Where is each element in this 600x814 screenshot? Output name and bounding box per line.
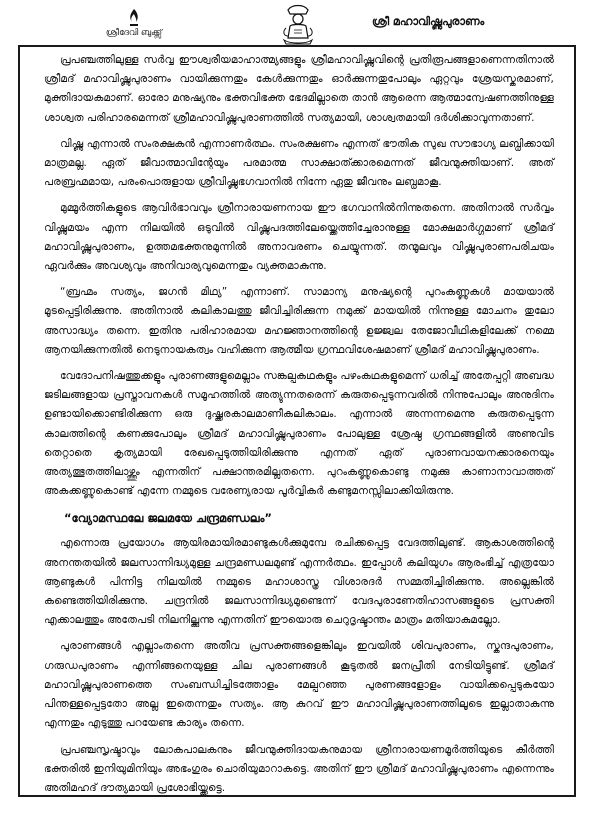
- paragraph-2: വിഷ്ണു എന്നാൽ സംരക്ഷകൻ എന്നാണർത്ഥം. സംരക്ഷണം എന്നത് ഭൗതിക സുഖ സൗഭാഗ്യ ലബ്ധിക്കായി മാത്രമല്ല. ഏത് ജീവാത്മാവിന്റേയും പരമാത്മ സാക്ഷാത്ക്കാരമെന്നത് ജീവന്മുക്തിയാണ്. അത് പരബ്രഹ്മമായ, പരംപൊരുളായ ശ്രീവിഷ്ണുഭഗവാനിൽ നിന്നേ ഏതു ജീവനും ലബ്ധമാകൂ.: [44, 137, 554, 189]
- publisher-logo: [98, 8, 170, 48]
- paragraph-5: വേദോപനിഷത്തുക്കളും പുരാണങ്ങളുമെല്ലാം സങ്കല്പകഥകളും പഴംകഥകളുമെന്ന് ധരിച്ച് അതേപ്പറ്റി അബദ്ധ ജടിലങ്ങളായ പ്രസ്താവനകൾ സമൂഹത്തിൽ അത്യുന്നതരെന്ന് കരുതപ്പെടുന്നവരിൽ നിന്നുപോലും അനുദിനം ഉണ്ടായിക്കൊണ്ടിരിക്കുന്ന ഒരു ദുഷ്ക്കരകാലമാണീകലികാലം. എന്നാൽ അന്നന്നമെന്നു കരുതപ്പെടുന്ന കാലത്തിന്റെ കണക്കുപോലും ശ്രീമദ് മഹാവിഷ്ണുപുരാണം പോലുള്ള ശ്രേഷ്ഠ ഗ്രന്ഥങ്ങളിൽ അണുവിട തെറ്റാതെ കൃത്യമായി രേഖപ്പെടുത്തിയിരിക്കുന്നു എന്നത് ഏത് പുരാണവായനക്കാരനെയും അത്യത്ഭുതത്തിലാഴ്ത്തും എന്നതിന് പക്ഷാന്തരമില്ലതന്നെ. പുറംകണ്ണുകൊണ്ടു നമുക്കു കാണാനാവാത്തത് അകക്കണ്ണുകൊണ്ട് എന്നേ നമ്മുടെ വരേണ്യരായ പൂർവ്വികർ കണ്ടുമനസ്സിലാക്കിയിരുന്നു.: [44, 370, 554, 498]
- page-header: [0, 0, 600, 50]
- deity-emblem-icon: [280, 4, 316, 46]
- text-frame: [18, 45, 576, 797]
- paragraph-8: പ്രപഞ്ചസൃഷ്ടാവും ലോകപാലകനും ജീവന്മുക്തിദായകനുമായ ശ്രീനാരായണമൂർത്തിയുടെ കീർത്തി ഭക്തരിൽ ഇനിയുമിനിയും അഭംഗുരം ചൊരിയുമാറാകട്ടെ. അതിന് ഈ ശ്രീമദ് മഹാവിഷ്ണുപുരാണം എന്നെന്നും അതിമഹദ് ദൗത്യമായി പ്രശോഭിയ്ക്കട്ടെ.: [44, 743, 554, 794]
- vedic-quote: “വ്യോമസ്ഥലേ ജലമയേ ചന്ദ്രമണ്ഡലം”: [64, 511, 272, 526]
- lamp-flame-icon: [127, 8, 141, 28]
- paragraph-1: പ്രപഞ്ചത്തിലുള്ള സർവ്വ ഈശ്വരീയമാഹാത്മ്യങ്ങളും ശ്രീമഹാവിഷ്ണുവിന്റെ പ്രതിരൂപങ്ങളാണെന്നതിനാൽ ശ്രീമദ് മഹാവിഷ്ണുപുരാണം വായിക്കുന്നതും കേൾക്കുന്നതും ഓർക്കുന്നതുപോലും ഏറ്റവും ശ്രേയസ്കരമാണ്, മുക്തിദായകമാണ്. ഓരോ മനുഷ്യനും ഭക്തവിഭക്ത ഭേദമില്ലാതെ താൻ ആരെന്ന ആത്മാന്വേഷണത്തിനുള്ള ശാശ്വത പരിഹാരമെന്നത് ശ്രീമഹാവിഷ്ണുപുരാണത്തിൽ സത്യമായി, ശാശ്വതമായി ദർശിക്കാവുന്നതാണ്.: [44, 54, 554, 124]
- book-title: ശ്രീ മഹാവിഷ്ണുപുരാണം: [372, 15, 485, 28]
- paragraph-4: “ബ്രഹ്മം സത്യം, ജഗൻ മിഥ്യ” എന്നാണ്. സാമാന്യ മനുഷ്യന്റെ പുറംകണ്ണുകൾ മായയാൽ മൂടപ്പെട്ടിരിക്കുന്നു. അതിനാൽ കലികാലത്തു ജീവിച്ചിരിക്കുന്ന നമുക്ക് മായയിൽ നിന്നുള്ള മോചനം തുലോ അസാദ്ധ്യം തന്നെ. ഇതിനു പരിഹാരമായ മഹജ്ഞാനത്തിന്റെ ഉജ്ജ്വല തേജോവീഥികളിലേക്ക് നമ്മെ ആനയിക്കുന്നതിൽ നെടുനായകത്വം വഹിക്കുന്ന ആത്മീയ ഗ്രന്ഥവിശേഷമാണ് ശ്രീമദ് മഹാവിഷ്ണുപുരാണം.: [44, 286, 554, 356]
- paragraph-3: മുമ്മൂർത്തികളുടെ ആവിർഭാവവും ശ്രീനാരായണനായ ഈ ഭഗവാനിൽനിന്നുതന്നെ. അതിനാൽ സർവ്വം വിഷ്ണുമയം എന്ന നിലയിൽ ഒടുവിൽ വിഷ്ണുപദത്തിലേയ്ക്കെത്തിച്ചേരാനുള്ള മോക്ഷമാർഗ്ഗമാണ് ശ്രീമദ് മഹാവിഷ്ണുപുരാണം, ഉത്തമഭക്തനുമുന്നിൽ അനാവരണം ചെയ്യുന്നത്. തന്മൂലവും വിഷ്ണുപുരാണപരിചയം ഏവർക്കും അവശ്യവും അനിവാര്യവുമെന്നതും വ്യക്തമാകുന്നു.: [44, 202, 554, 273]
- paragraph-7: പുരാണങ്ങൾ എല്ലാംതന്നെ അതീവ പ്രസക്തങ്ങളെങ്കിലും ഇവയിൽ ശിവപുരാണം, സ്കന്ദപുരാണം, ഗരുഡപുരാണം എന്നിങ്ങനെയുള്ള ചില പുരാണങ്ങൾ കൂടുതൽ ജനപ്രീതി നേടിയിട്ടുണ്ട്. ശ്രീമദ് മഹാവിഷ്ണുപുരാണത്തെ സംബന്ധിച്ചിടത്തോളം മേല്പറഞ്ഞ പുരണങ്ങളോളം വായിക്കപ്പെടുകയോ പിന്തള്ളപ്പെട്ടതോ അല്ല ഇതെന്നതും സത്യം. ആ കുറവ് ഈ മഹാവിഷ്ണുപുരാണത്തിലൂടെ ഇല്ലാതാകുന്നു എന്നതും എടുത്തു പറയേണ്ട കാര്യം തന്നെ.: [44, 640, 554, 730]
- paragraph-6: എന്നൊരു പ്രയോഗം ആയിരമായിരമാണ്ടുകൾക്കുമുമ്പേ രചിക്കപ്പെട്ട വേദത്തിലുണ്ട്. ആകാശത്തിന്റെ അനന്തതയിൽ ജലസാന്നിദ്ധ്യമുള്ള ചന്ദ്രമണ്ഡലമുണ്ട് എന്നർത്ഥം. ഇപ്പോൾ കലിയുഗം ആരംഭിച്ച് എത്രയോ ആണ്ടുകൾ പിന്നിട്ട നിലയിൽ നമ്മുടെ മഹാശാസ്ത്ര വിശാരദർ സമ്മതിച്ചിരിക്കുന്നു. അല്ലെങ്കിൽ കണ്ടെത്തിയിരിക്കുന്നു. ചന്ദ്രനിൽ ജലസാന്നിദ്ധ്യമുണ്ടെന്ന് വേദപുരാണേതിഹാസങ്ങളുടെ പ്രസക്തി എക്കാലത്തും അതേപടി നിലനില്ക്കുന്നു എന്നതിന് ഈയൊരു ചെറുദൃഷ്ടാന്തം മാത്രം മതിയാകുമല്ലോ.: [44, 537, 554, 627]
- publisher-name: ശ്രീദേവി ബുക്ക്സ്: [105, 28, 163, 38]
